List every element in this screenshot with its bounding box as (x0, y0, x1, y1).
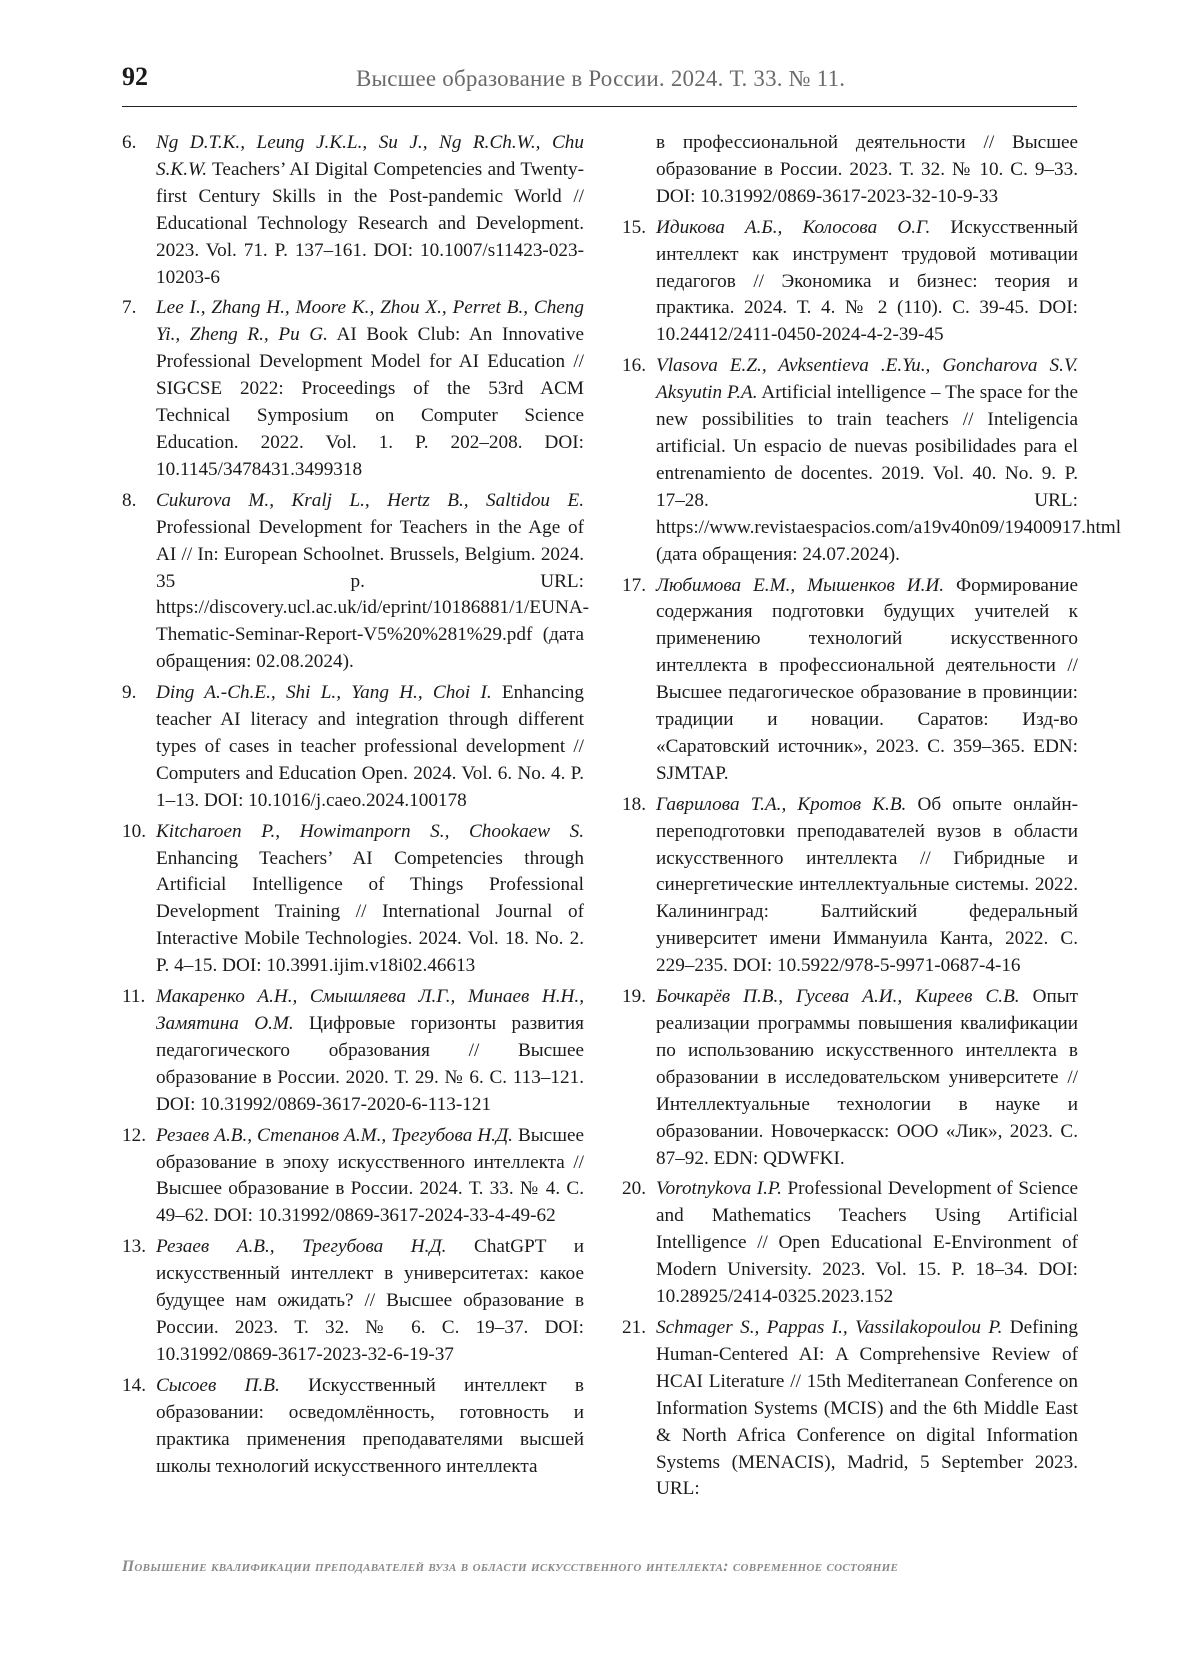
reference-text: Цифровые горизонты развития педагогического образования // Высшее образование в России. 2020. Т. 29. № 6. С. 113–121. DOI: 10.31992/0869-3617-2020-6-113-121 (156, 1013, 584, 1115)
reference-item (122, 1123, 584, 1231)
reference-number: 8. (122, 489, 137, 511)
reference-text: Об опыте онлайн-переподготовки преподавателей вузов в области искусственного интеллекта // Гибридные и синергетические интеллектуальные системы. 2022. Калининград: Балтийский федеральный университет имени Иммануила Канта, 2022. С. 229–235. DOI: 10.5922/978-5-9971-0687-4-16 (656, 793, 1078, 977)
reference-authors: Schmager S., Pappas I., Vassilakopoulou P. (656, 1316, 1003, 1338)
reference-number: 13. (122, 1236, 146, 1258)
reference-authors: Ng D.T.K., Leung J.K.L., Su J., Ng R.Ch.W., Chu S.K.W. (156, 132, 584, 180)
reference-number: 20. (622, 1178, 646, 1200)
reference-item (122, 984, 584, 1119)
reference-item (622, 1315, 1078, 1503)
reference-text: Teachers’ AI Digital Competencies and Twenty-first Century Skills in the Post-pandemic World // Educational Technology Research and Development. 2023. Vol. 71. P. 137–161. DOI: 10.1007/s11423-023-10203-6 (156, 158, 584, 288)
reference-text: Enhancing teacher AI literacy and integration through different types of cases in teacher professional development // Computers and Education Open. 2024. Vol. 6. No. 4. P. 1–13. DOI: 10.1016/j.caeo.2024.100178 (156, 682, 584, 811)
reference-authors: Сысоев П.В. (156, 1374, 280, 1396)
reference-item (622, 215, 1078, 350)
reference-authors: Ding A.-Ch.E., Shi L., Yang H., Choi I. (156, 682, 492, 704)
reference-number: 7. (122, 297, 137, 319)
reference-number: 14. (122, 1374, 146, 1396)
reference-number: 6. (122, 132, 137, 153)
reference-item (122, 488, 590, 676)
reference-text: Enhancing Teachers’ AI Competencies through Artificial Intelligence of Things Professional Development Training // International Journal of Interactive Mobile Technologies. 2024. Vol. 18. No. 2. P. 4–15. DOI: 10.3991.ijim.v18i02.46613 (156, 847, 584, 977)
reference-authors: Любимова Е.М., Мышенков И.И. (656, 574, 945, 596)
reference-item (622, 353, 1122, 568)
reference-number: 16. (622, 355, 646, 377)
reference-continuation (622, 130, 1078, 211)
reference-text: Формирование содержания подготовки будущих учителей к применению технологий искусственного интеллекта в профессиональной деятельности // Высшее педагогическое образование в провинции: традиции и новации. Саратов: Изд-во «Саратовский источник», 2023. С. 359–365. EDN: SJMTAP. (656, 574, 1078, 784)
journal-title: Высшее образование в России. 2024. Т. 33. № 11. (356, 66, 846, 91)
reference-authors: Cukurova M., Kralj L., Hertz B., Saltidou E. (156, 489, 584, 511)
reference-authors: Vlasova E.Z., Avksentieva .E.Yu., Goncharova S.V. Aksyutin P.A. (656, 355, 1078, 404)
reference-text: Artificial intelligence – The space for the new possibilities to train teachers // Inteligencia artificial. Un espacio de nuevas posibilidades para el entrenamiento de docentes. 2019. Vol. 40. No. 9. P. 17–28. URL: https://www.revistaespacios.com/a19v40n09/19400917.html (дата обращения: 24.07.2024). (656, 382, 1122, 565)
reference-authors: Бочкарёв П.В., Гусева А.И., Киреев С.В. (656, 986, 1020, 1008)
reference-item (122, 1234, 584, 1369)
reference-text: Defining Human-Centered AI: A Comprehensive Review of HCAI Literature // 15th Mediterranean Conference on Information Systems (MCIS) and the 6th Middle East & North Africa Conference on digital Information Systems (MENACIS), Madrid, 5 September 2023. URL: (656, 1316, 1078, 1500)
reference-item (122, 819, 584, 980)
reference-number: 12. (122, 1124, 146, 1146)
reference-number: 17. (622, 574, 646, 596)
reference-text: Искусственный интеллект как инструмент трудовой мотивации педагогов // Экономика и бизнес: теория и практика. 2024. Т. 4. № 2 (110). С. 39-45. DOI: 10.24412/2411-0450-2024-4-2-39-45 (656, 216, 1078, 346)
reference-number: 18. (622, 793, 646, 815)
reference-authors: Kitcharoen P., Howimanporn S., Chookaew S. (156, 820, 584, 842)
reference-item (122, 680, 584, 815)
reference-text: AI Book Club: An Innovative Professional Development Model for AI Education // SIGCSE 2022: Proceedings of the 53rd ACM Technical Symposium on Computer Science Education. 2022. Vol. 1. P. 202–208. DOI: 10.1145/3478431.3499318 (156, 324, 585, 480)
reference-authors: Гаврилова Т.А., Кротов К.В. (656, 793, 907, 815)
reference-item (122, 1373, 584, 1481)
left-column (122, 130, 590, 1484)
page-number: 92 (122, 62, 148, 91)
reference-number: 15. (622, 216, 646, 238)
reference-text: ChatGPT и искусственный интеллект в университетах: какое будущее нам ожидать? // Высшее образование в России. 2023. Т. 32. № 6. С. 19–37. DOI: 10.31992/0869-3617-2023-32-6-19-37 (156, 1236, 584, 1365)
reference-item (622, 984, 1078, 1172)
reference-text: Опыт реализации программы повышения квалификации по использованию искусственного интеллекта в образовании в исследовательском университете // Интеллектуальные технологии в науке и образовании. Новочеркасск: ООО «Лик», 2023. С. 87–92. EDN: QDWFKI. (656, 986, 1078, 1169)
reference-authors: Vorotnykova I.P. (656, 1178, 782, 1200)
reference-item (622, 1176, 1078, 1311)
reference-number: 21. (622, 1316, 646, 1338)
reference-authors: Lee I., Zhang H., Moore K., Zhou X., Perret B., Cheng Yi., Zheng R., Pu G. (156, 297, 584, 346)
reference-number: 9. (122, 682, 137, 704)
right-column (622, 130, 1122, 1507)
reference-number: 11. (122, 986, 146, 1008)
running-header (122, 60, 1077, 107)
reference-item (122, 295, 584, 483)
reference-authors: Резаев А.В., Степанов А.М., Трегубова Н.Д. (156, 1124, 513, 1146)
reference-text: Искусственный интеллект в образовании: осведомлённость, готовность и практика применения преподавателями высшей школы технологий искусственного интеллекта (156, 1374, 584, 1477)
reference-authors: Идикова А.Б., Колосова О.Г. (656, 216, 931, 238)
reference-authors: Резаев А.В., Трегубова Н.Д. (156, 1236, 447, 1258)
reference-item (122, 130, 584, 291)
reference-text: в профессиональной деятельности // Высшее образование в России. 2023. Т. 32. № 10. С. 9–33. DOI: 10.31992/0869-3617-2023-32-10-9-33 (656, 132, 1078, 207)
reference-item (622, 573, 1078, 788)
running-footer: Повышение квалификации преподавателей вуза в области искусственного интеллекта: современное состояние (122, 1558, 899, 1575)
reference-item (622, 792, 1078, 980)
reference-authors: Макаренко А.Н., Смышляева Л.Г., Минаев Н.Н., Замятина О.М. (156, 986, 584, 1034)
reference-text: Professional Development of Science and Mathematics Teachers Using Artificial Intelligence // Open Educational E-Environment of Modern University. 2023. Vol. 15. P. 18–34. DOI: 10.28925/2414-0325.2023.152 (656, 1178, 1078, 1308)
reference-number: 10. (122, 820, 146, 842)
reference-number: 19. (622, 986, 646, 1008)
reference-text: Высшее образование в эпоху искусственного интеллекта // Высшее образование в России. 2024. Т. 33. № 4. С. 49–62. DOI: 10.31992/0869-3617-2024-33-4-49-62 (156, 1124, 585, 1227)
reference-text: Professional Development for Teachers in the Age of AI // In: European Schoolnet. Brussels, Belgium. 2024. 35 p. URL: https://discovery.ucl.ac.uk/id/eprint/10186881/1/EUNA-Thematic-Seminar-Report-V5%20%281%29.pdf (дата обращения: 02.08.2024). (156, 516, 590, 673)
